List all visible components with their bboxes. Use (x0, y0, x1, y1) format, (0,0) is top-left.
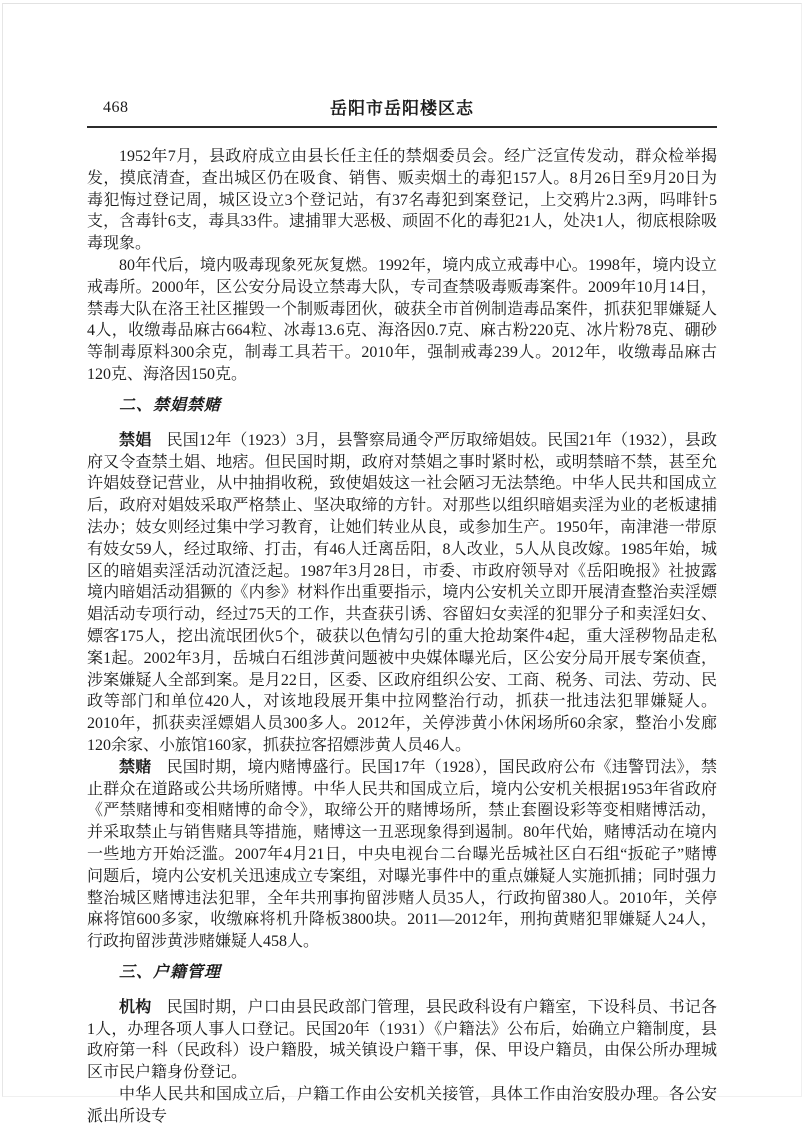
paragraph-ban-prostitution-text: 民国12年（1923）3月，县警察局通令严厉取缔娼妓。民国21年（1932），县政府又令查禁土娼、地痞。但民国时期，政府对禁娼之事时紧时松，或明禁暗不禁，甚至允许娼妓登记营业，从中抽捐收税，致使娼妓这一社会陋习无法禁绝。中华人民共和国成立后，政府对娼妓采取严格禁止、坚决取缔的方针。对那些以组织暗娼卖淫为业的老板逮捕法办；妓女则经过集中学习教育，让她们转业从良，或参加生产。1950年，南津港一带原有妓女59人，经过取缔、打击，有46人迁离岳阳，8人改业，5人从良改嫁。1985年始，城区的暗娼卖淫活动沉渣泛起。1987年3月28日，市委、市政府领导对《岳阳晚报》社披露境内暗娼活动猖獗的《内参》材料作出重要指示，境内公安机关立即开展清查整治卖淫嫖娼活动专项行动，经过75天的工作，共查获引诱、容留妇女卖淫的犯罪分子和卖淫妇女、嫖客175人，挖出流氓团伙5个，破获以色情勾引的重大抢劫案件4起，重大淫秽物品走私案1起。2002年3月，岳城白石组涉黄问题被中央媒体曝光后，区公安分局开展专案侦查，涉案嫌疑人全部到案。是月22日，区委、区政府组织公安、工商、税务、司法、劳动、民政等部门和单位420人，对该地段展开集中拉网整治行动，抓获一批违法犯罪嫌疑人。2010年，抓获卖淫嫖娼人员300多人。2012年，关停涉黄小休闲场所60余家，整治小发廊120余家、小旅馆160家，抓获拉客招嫖涉黄人员46人。 (87, 431, 717, 754)
paragraph-ban-gambling (87, 757, 717, 953)
paragraph-opium-ban-1952: 1952年7月，县政府成立由县长任主任的禁烟委员会。经广泛宣传发动，群众检举揭发，摸底清查，查出城区仍在吸食、销售、贩卖烟土的毒犯157人。8月26日至9月20日为毒犯悔过登记周，城区设立3个登记站，有37名毒犯到案登记，上交鸦片2.3两，吗啡针5支，含毒针6支，毒具33件。逮捕罪大恶极、顽固不化的毒犯21人，处决1人，彻底根除吸毒现象。 (87, 148, 717, 253)
page-header (87, 94, 717, 118)
header-rule (87, 126, 717, 128)
runin-label-organization: 机构 (119, 998, 152, 1016)
runin-label-ban-gambling: 禁赌 (119, 758, 152, 776)
page-number: 468 (103, 99, 129, 116)
paragraph-drug-control-since-1980s: 80年代后，境内吸毒现象死灰复燃。1992年，境内成立戒毒中心。1998年，境内设立戒毒所。2000年，区公安分局设立禁毒大队，专司查禁吸毒贩毒案件。2009年10月14日，禁毒大队在洛王社区摧毁一个制贩毒团伙，破获全市首例制造毒品案件，抓获犯罪嫌疑人4人，收缴毒品麻古664粒、冰毒13.6克、海洛因0.7克、麻古粉220克、冰片粉78克、硼砂等制毒原料300余克，制毒工具若干。2010年，强制戒毒239人。2012年，收缴毒品麻古120克、海洛因150克。 (87, 256, 717, 383)
scanned-page (2, 3, 802, 1125)
paragraph-organization (87, 997, 717, 1084)
book-title: 岳阳市岳阳楼区志 (330, 99, 474, 118)
runin-label-ban-prostitution: 禁娼 (119, 431, 152, 449)
paragraph-ban-gambling-text: 民国时期，境内赌博盛行。民国17年（1928），国民政府公布《违警罚法》，禁止群众在道路或公共场所赌博。中华人民共和国成立后，境内公安机关根据1953年省政府《严禁赌博和变相赌博的命令》，取缔公开的赌博场所，禁止套圈设彩等变相赌博活动，并采取禁止与销售赌具等措施，赌博这一丑恶现象得到遏制。80年代始，赌博活动在境内一些地方开始泛滥。2007年4月21日，中央电视台二台曝光岳城社区白石组“扳砣子”赌博问题后，境内公安机关迅速成立专案组，对曝光事件中的重点嫌疑人实施抓捕；同时强力整治城区赌博违法犯罪，全年共刑事拘留涉赌人员35人，行政拘留380人。2010年，关停麻将馆600多家，收缴麻将机升降板3800块。2011—2012年，刑拘黄赌犯罪嫌疑人24人，行政拘留涉黄涉赌嫌疑人458人。 (87, 758, 717, 951)
page-inner (87, 4, 717, 1128)
paragraph-ban-prostitution (87, 430, 717, 757)
section-heading-ban-prostitution-gambling: 二、禁娼禁赌 (119, 396, 222, 414)
paragraph-household-registration-continued: 中华人民共和国成立后，户籍工作由公安机关接管，具体工作由治安股办理。各公安派出所设专 (87, 1086, 717, 1125)
paragraph-organization-text: 民国时期，户口由县民政部门管理，县民政科设有户籍室，下设科员、书记各1人，办理各项人事人口登记。民国20年（1931）《户籍法》公布后，始确立户籍制度，县政府第一科（民政科）设户籍股，城关镇设户籍干事，保、甲设户籍员，由保公所办理城区市民户籍身份登记。 (87, 998, 717, 1082)
section-heading-household-registration: 三、户籍管理 (119, 963, 222, 981)
page-content (87, 146, 717, 1128)
